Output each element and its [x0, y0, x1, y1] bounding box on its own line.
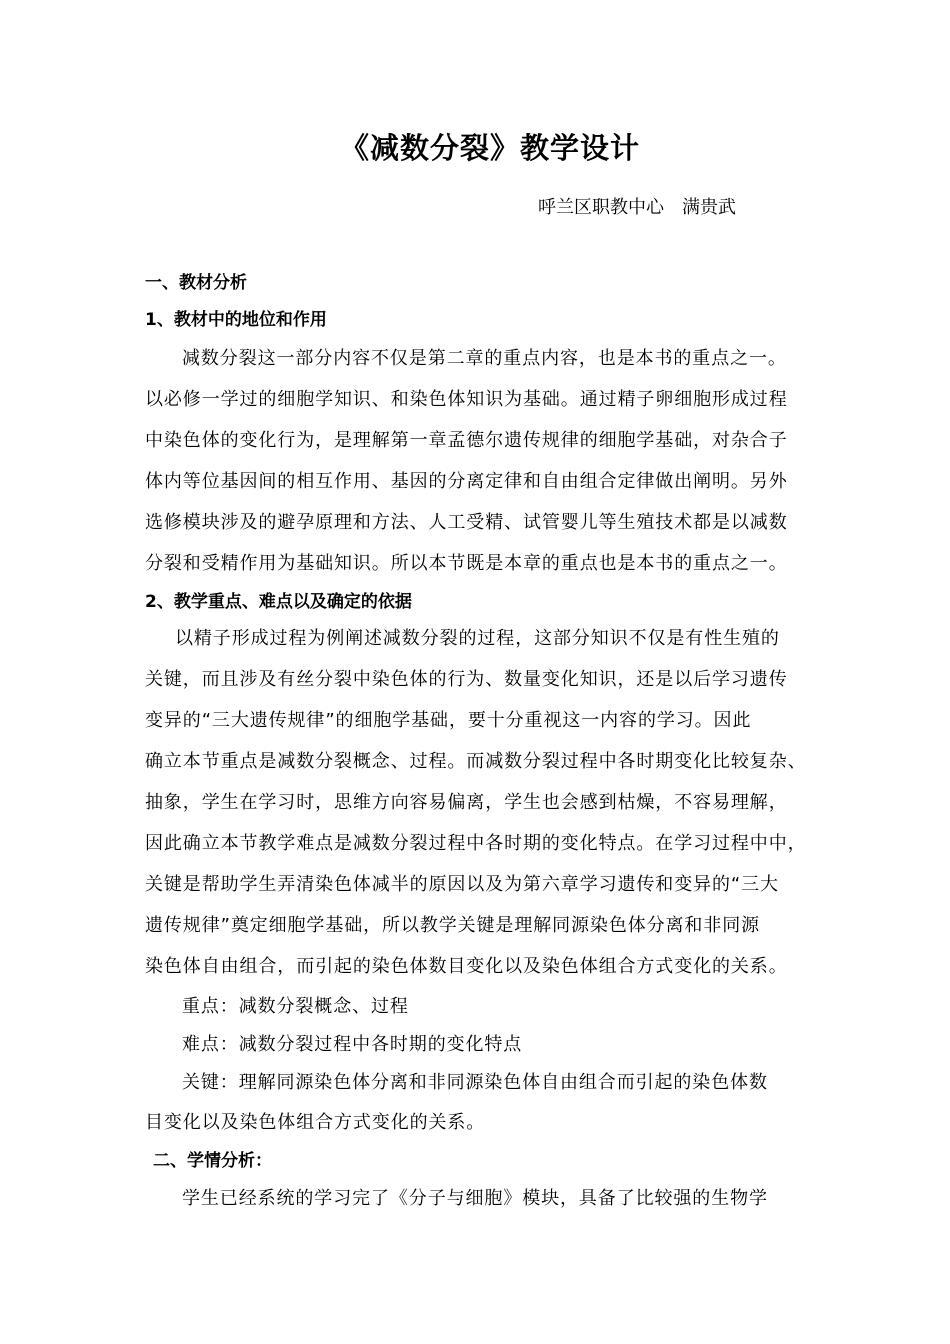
paragraph-line: 选修模块涉及的避孕原理和方法、人工受精、试管婴儿等生殖技术都是以减数 — [145, 512, 788, 533]
section-1-heading: 一、教材分析 — [145, 273, 247, 293]
key-point-focus: 重点：减数分裂概念、过程 — [182, 996, 409, 1017]
paragraph-line: 关键是帮助学生弄清染色体减半的原因以及为第六章学习遗传和变异的“三大 — [145, 874, 779, 895]
paragraph-line: 因此确立本节教学难点是减数分裂过程中各时期的变化特点。在学习过程中中， — [145, 833, 807, 854]
subsection-1-heading: 1、教材中的地位和作用 — [145, 310, 327, 330]
paragraph-line: 以必修一学过的细胞学知识、和染色体知识为基础。通过精子卵细胞形成过程 — [145, 389, 788, 410]
paragraph-line: 遗传规律”奠定细胞学基础，所以教学关键是理解同源染色体分离和非同源 — [145, 915, 761, 936]
document-title: 《减数分裂》教学设计 — [339, 131, 640, 165]
section-2-heading: 二、学情分析： — [153, 1151, 272, 1171]
author-line: 呼兰区职教中心 满贵武 — [538, 197, 736, 218]
paragraph-line: 关键，而且涉及有丝分裂中染色体的行为、数量变化知识，还是以后学习遗传 — [145, 669, 788, 690]
paragraph-line: 学生已经系统的学习完了《分子与细胞》模块，具备了比较强的生物学 — [182, 1188, 768, 1209]
paragraph-line: 中染色体的变化行为，是理解第一章孟德尔遗传规律的细胞学基础，对杂合子 — [145, 430, 788, 451]
paragraph-line: 变异的“三大遗传规律”的细胞学基础，要十分重视这一内容的学习。因此 — [145, 710, 752, 731]
paragraph-line: 减数分裂这一部分内容不仅是第二章的重点内容，也是本书的重点之一。 — [182, 348, 787, 369]
key-point-difficulty: 难点：减数分裂过程中各时期的变化特点 — [182, 1034, 523, 1055]
key-point-key: 关键：理解同源染色体分离和非同源染色体自由组合而引起的染色体数 — [182, 1072, 768, 1093]
paragraph-line: 确立本节重点是减数分裂概念、过程。而减数分裂过程中各时期变化比较复杂、 — [145, 751, 807, 772]
paragraph-line: 抽象，学生在学习时，思维方向容易偏离，学生也会感到枯燥，不容易理解， — [145, 792, 788, 813]
paragraph-line: 体内等位基因间的相互作用、基因的分离定律和自由组合定律做出阐明。另外 — [145, 471, 788, 492]
paragraph-line: 以精子形成过程为例阐述减数分裂的过程，这部分知识不仅是有性生殖的 — [175, 628, 780, 649]
subsection-2-heading: 2、教学重点、难点以及确定的依据 — [145, 592, 412, 612]
key-point-key-continued: 目变化以及染色体组合方式变化的关系。 — [145, 1112, 486, 1133]
paragraph-line: 分裂和受精作用为基础知识。所以本节既是本章的重点也是本书的重点之一。 — [145, 553, 788, 574]
paragraph-line: 染色体自由组合，而引起的染色体数目变化以及染色体组合方式变化的关系。 — [145, 956, 788, 977]
